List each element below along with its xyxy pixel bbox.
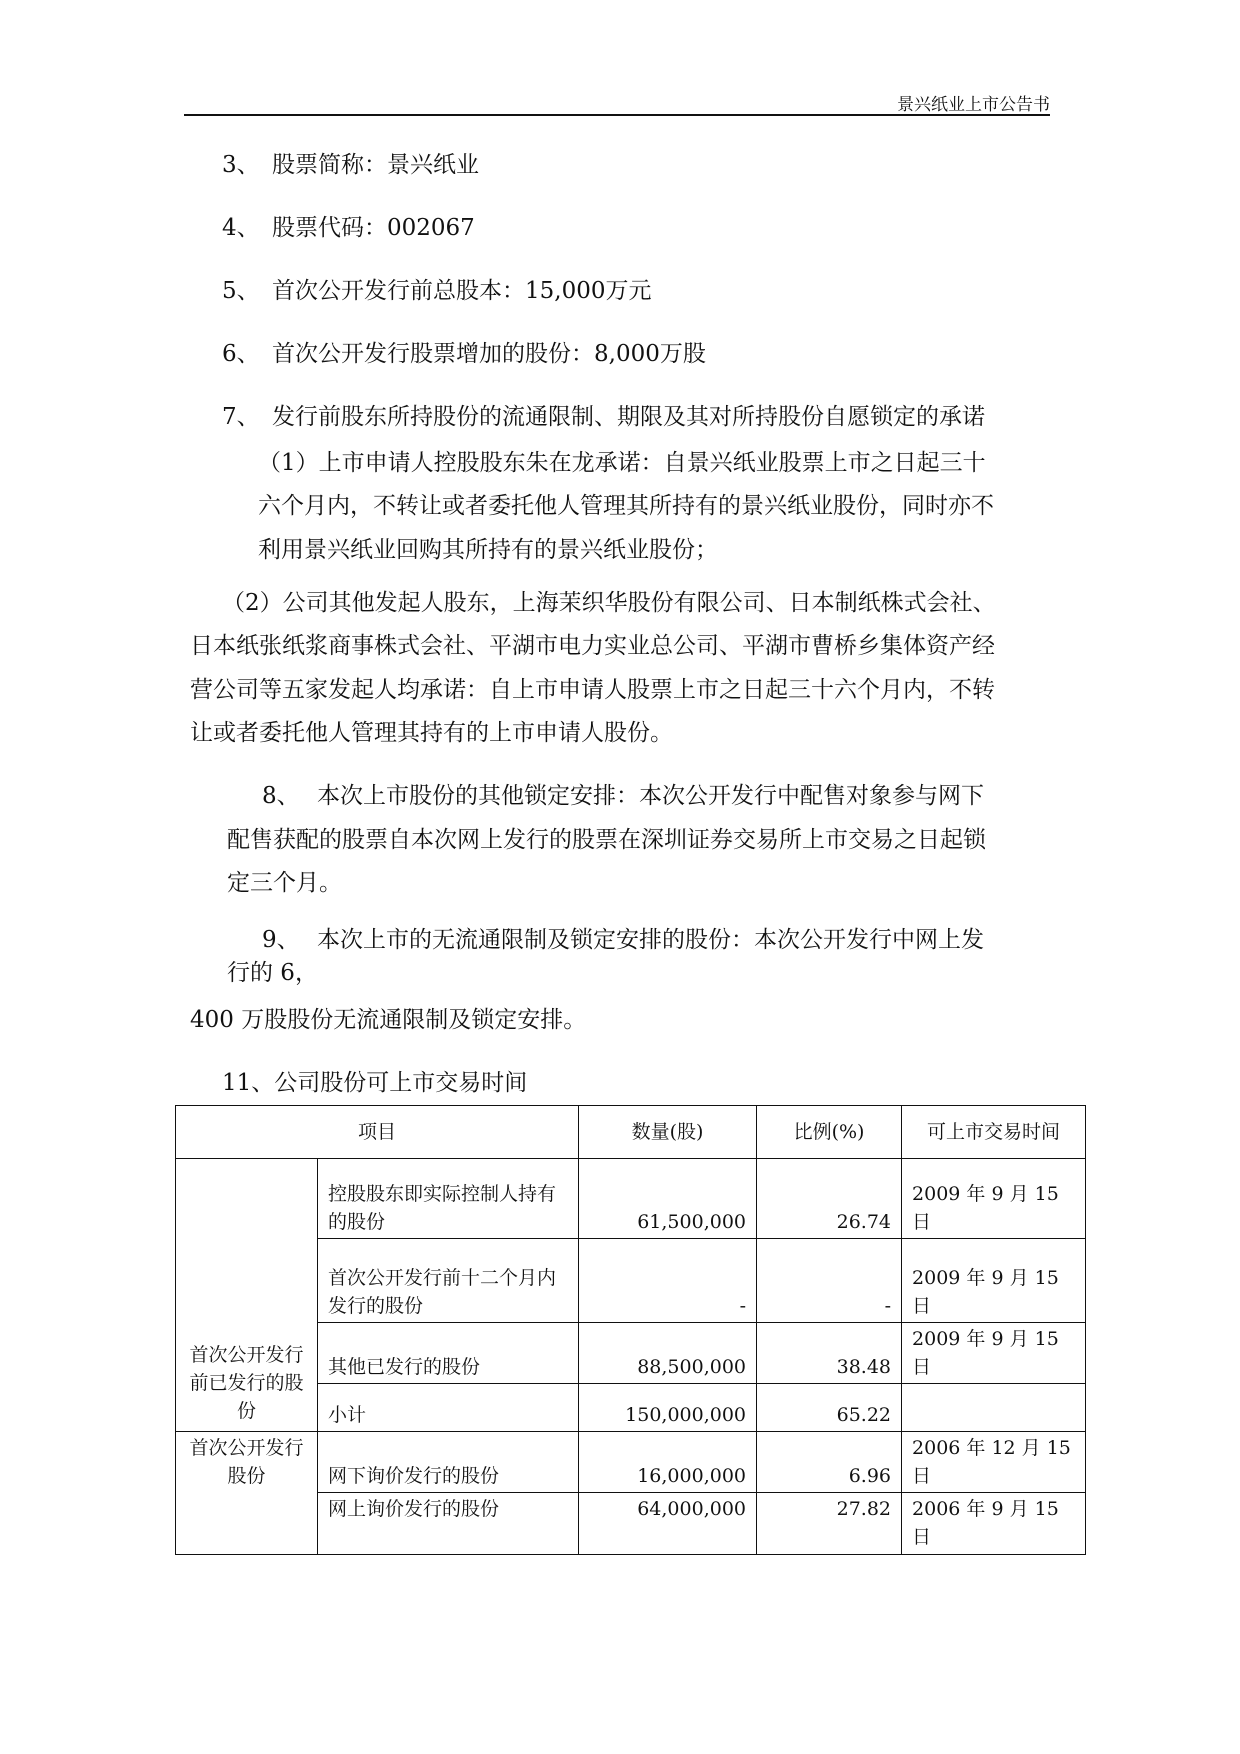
item-text: 股票代码：002067 (272, 215, 475, 241)
item-text: 首次公开发行股票增加的股份：8,000万股 (272, 341, 706, 367)
row-quantity: 150,000,000 (579, 1384, 757, 1432)
item-8-line: 定三个月。 (227, 870, 342, 896)
list-item (222, 402, 985, 432)
commitment-1-line: 六个月内，不转让或者委托他人管理其所持有的景兴纸业股份，同时亦不 (258, 493, 994, 519)
header-item: 项目 (176, 1106, 579, 1159)
commitment-2-line: 日本纸张纸浆商事株式会社、平湖市电力实业总公司、平湖市曹桥乡集体资产经 (190, 633, 995, 659)
item-number: 5、 (222, 278, 260, 304)
list-item (222, 276, 651, 306)
commitment-2-line: 营公司等五家发起人均承诺：自上市申请人股票上市之日起三十六个月内，不转 (190, 677, 995, 703)
document-header-title: 景兴纸业上市公告书 (897, 95, 1050, 115)
row-listing-date: 2009 年 9 月 15 日 (902, 1159, 1086, 1239)
row-quantity: - (579, 1239, 757, 1323)
row-ratio: 6.96 (757, 1432, 902, 1493)
row-item: 首次公开发行前十二个月内发行的股份 (318, 1239, 579, 1323)
row-quantity: 16,000,000 (579, 1432, 757, 1493)
row-quantity: 64,000,000 (579, 1493, 757, 1555)
header-divider (184, 114, 1050, 116)
table-caption: 11、公司股份可上市交易时间 (222, 1070, 528, 1096)
row-quantity: 88,500,000 (579, 1323, 757, 1384)
commitment-1-line: 利用景兴纸业回购其所持有的景兴纸业股份； (258, 537, 718, 563)
item-text: 股票简称：景兴纸业 (272, 152, 479, 178)
share-trading-schedule-table (175, 1105, 1086, 1555)
item-text: 本次上市股份的其他锁定安排：本次公开发行中配售对象参与网下 (317, 783, 984, 809)
commitment-2-line: 让或者委托他人管理其持有的上市申请人股份。 (190, 720, 673, 746)
list-item (222, 213, 475, 243)
commitment-1-line: （1）上市申请人控股股东朱在龙承诺：自景兴纸业股票上市之日起三十 (258, 450, 986, 476)
row-item: 网上询价发行的股份 (318, 1493, 579, 1555)
table-header-row (176, 1106, 1086, 1159)
item-9-line: 行的 6， (227, 960, 318, 986)
item-number: 6、 (222, 341, 260, 367)
header-quantity: 数量(股) (579, 1106, 757, 1159)
table-row (176, 1159, 1086, 1239)
item-number: 8、 (262, 783, 300, 809)
header-ratio: 比例(%) (757, 1106, 902, 1159)
row-listing-date: 2009 年 9 月 15 日 (902, 1239, 1086, 1323)
item-number: 9、 (262, 927, 300, 953)
list-item (222, 150, 479, 180)
row-ratio: 65.22 (757, 1384, 902, 1432)
row-listing-date: 2006 年 12 月 15 日 (902, 1432, 1086, 1493)
item-text: 发行前股东所持股份的流通限制、期限及其对所持股份自愿锁定的承诺 (272, 404, 985, 430)
item-9-line: 400 万股股份无流通限制及锁定安排。 (190, 1007, 587, 1033)
row-quantity: 61,500,000 (579, 1159, 757, 1239)
row-ratio: 38.48 (757, 1323, 902, 1384)
item-number: 3、 (222, 152, 260, 178)
item-8-first-line (262, 781, 984, 811)
table-row (176, 1432, 1086, 1493)
row-ratio: - (757, 1239, 902, 1323)
row-ratio: 26.74 (757, 1159, 902, 1239)
group-label-pre-ipo: 首次公开发行前已发行的股份 (176, 1159, 318, 1432)
row-listing-date: 2006 年 9 月 15 日 (902, 1493, 1086, 1555)
group-label-ipo: 首次公开发行股份 (176, 1432, 318, 1555)
commitment-2-line: （2）公司其他发起人股东，上海茉织华股份有限公司、日本制纸株式会社、 (222, 590, 996, 616)
item-9-first-line (262, 925, 984, 955)
list-item (222, 339, 706, 369)
item-text: 本次上市的无流通限制及锁定安排的股份：本次公开发行中网上发 (317, 927, 984, 953)
row-item: 网下询价发行的股份 (318, 1432, 579, 1493)
item-number: 7、 (222, 404, 260, 430)
row-ratio: 27.82 (757, 1493, 902, 1555)
row-item: 控股股东即实际控制人持有的股份 (318, 1159, 579, 1239)
row-listing-date: 2009 年 9 月 15 日 (902, 1323, 1086, 1384)
item-number: 4、 (222, 215, 260, 241)
item-8-line: 配售获配的股票自本次网上发行的股票在深圳证券交易所上市交易之日起锁 (227, 827, 986, 853)
header-listing-date: 可上市交易时间 (902, 1106, 1086, 1159)
row-item: 其他已发行的股份 (318, 1323, 579, 1384)
row-listing-date (902, 1384, 1086, 1432)
row-item: 小计 (318, 1384, 579, 1432)
item-text: 首次公开发行前总股本：15,000万元 (272, 278, 652, 304)
